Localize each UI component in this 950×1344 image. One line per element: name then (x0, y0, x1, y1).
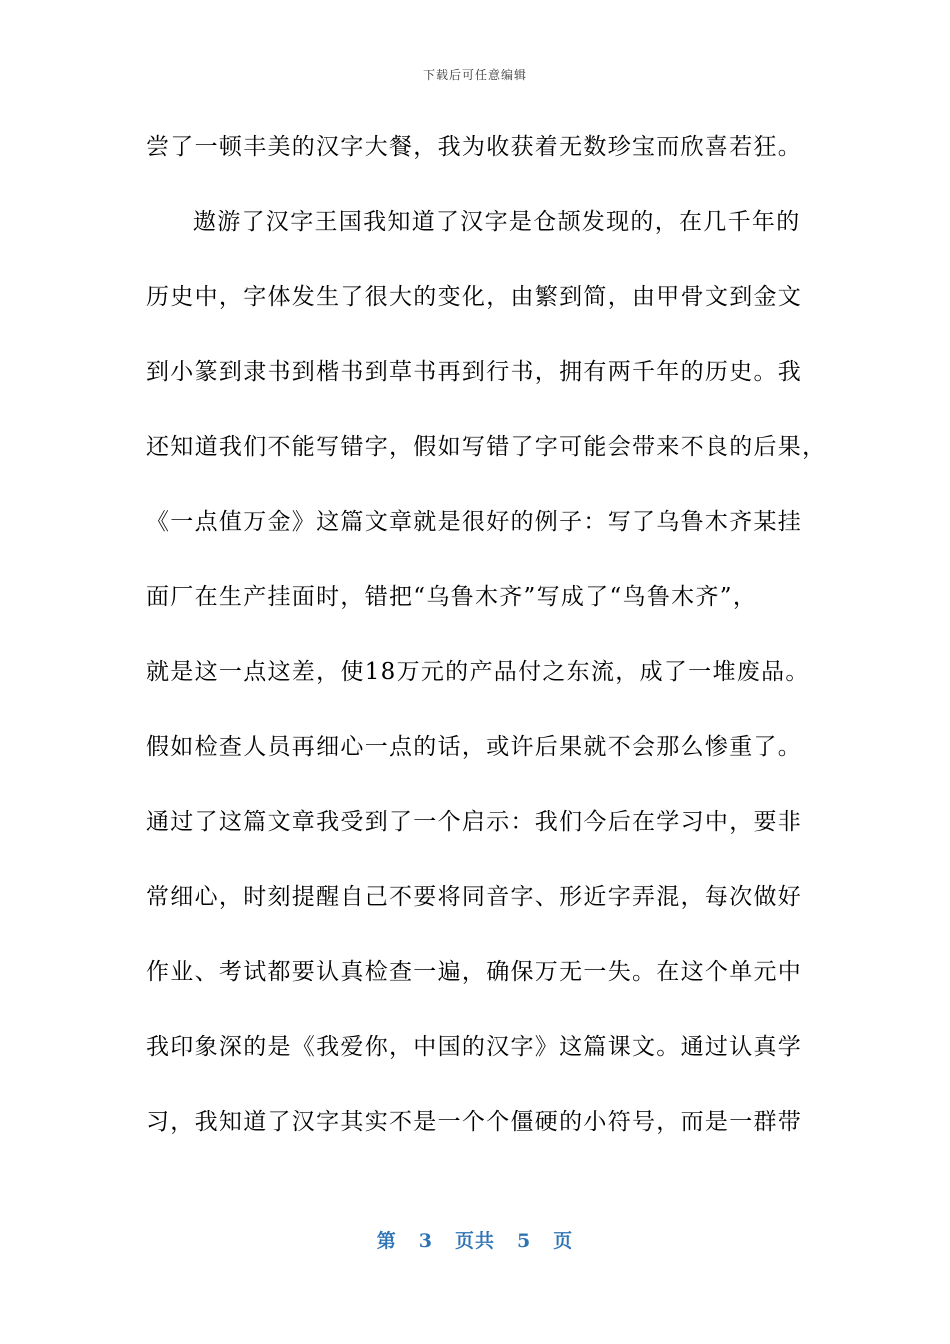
paragraph-line: 遨游了汉字王国我知道了汉字是仓颉发现的，在几千年的 (193, 209, 801, 235)
total-pages-number: 5 (517, 1230, 532, 1252)
paragraph-line: 通过了这篇文章我受到了一个启示：我们今后在学习中，要非 (146, 809, 803, 835)
page-label-mid: 页共 (454, 1230, 495, 1252)
paragraph-line: 面厂在生产挂面时，错把“乌鲁木齐”写成了“鸟鲁木齐”， (146, 584, 758, 610)
paragraph-line: 常细心，时刻提醒自己不要将同音字、形近字弄混，每次做好 (146, 884, 803, 910)
paragraph-line: 就是这一点这差，使18万元的产品付之东流，成了一堆废品。 (146, 659, 810, 685)
page-label-prefix: 第 (376, 1230, 397, 1252)
paragraph-line: 到小篆到隶书到楷书到草书再到行书，拥有两千年的历史。我 (146, 359, 803, 385)
current-page-number: 3 (418, 1230, 433, 1252)
page-label-suffix: 页 (553, 1230, 574, 1252)
paragraph-line: 历史中，字体发生了很大的变化，由繁到简，由甲骨文到金文 (146, 284, 803, 310)
page-footer (0, 1226, 950, 1253)
paragraph-line: 作业、考试都要认真检查一遍，确保万无一失。在这个单元中 (146, 959, 803, 985)
paragraph-line: 假如检查人员再细心一点的话，或许后果就不会那么惨重了。 (146, 734, 803, 760)
body-text (146, 125, 827, 1175)
paragraph-line: 习，我知道了汉字其实不是一个个僵硬的小符号，而是一群带 (146, 1109, 803, 1135)
paragraph-line: 还知道我们不能写错字，假如写错了字可能会带来不良的后果， (146, 434, 827, 460)
paragraph-line: 《一点值万金》这篇文章就是很好的例子：写了乌鲁木齐某挂 (146, 509, 803, 535)
paragraph-line: 尝了一顿丰美的汉字大餐，我为收获着无数珍宝而欣喜若狂。 (146, 134, 803, 160)
header-note: 下载后可任意编辑 (422, 68, 527, 82)
paragraph-line: 我印象深的是《我爱你，中国的汉字》这篇课文。通过认真学 (146, 1034, 803, 1060)
